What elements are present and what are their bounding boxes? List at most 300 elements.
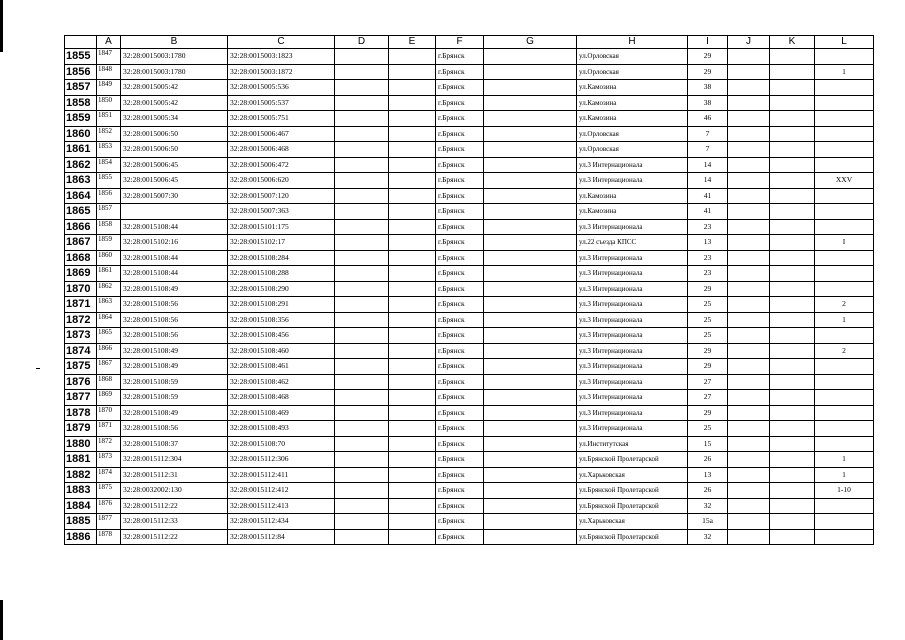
cell-b: 32:28:0015112:31: [121, 467, 228, 483]
table-row: [65, 80, 874, 96]
cell-a: 1850: [97, 95, 121, 111]
cell-d: [335, 188, 389, 204]
cell-g: [484, 343, 577, 359]
cell-k: [770, 173, 815, 189]
cell-e: [389, 95, 436, 111]
cell-h: ул.Харьковская: [577, 467, 688, 483]
cell-j: [728, 250, 770, 266]
cell-h: ул.3 Интернационала: [577, 328, 688, 344]
cell-e: [389, 157, 436, 173]
cell-i: 23: [688, 250, 728, 266]
cell-i: 38: [688, 80, 728, 96]
cell-h: ул.3 Интернационала: [577, 421, 688, 437]
cell-d: [335, 219, 389, 235]
column-header-j: J: [728, 36, 770, 49]
cell-c: 32:28:0015108:462: [228, 374, 335, 390]
cell-j: [728, 188, 770, 204]
row-number-cell: 1861: [65, 142, 97, 158]
cell-f: г.Брянск: [436, 204, 484, 220]
cell-j: [728, 498, 770, 514]
cell-k: [770, 49, 815, 65]
cell-k: [770, 328, 815, 344]
cell-j: [728, 452, 770, 468]
cell-j: [728, 219, 770, 235]
cell-b: 32:28:0015007:30: [121, 188, 228, 204]
row-number-cell: 1869: [65, 266, 97, 282]
cell-e: [389, 219, 436, 235]
cell-b: 32:28:0015112:22: [121, 529, 228, 545]
cell-l: [815, 390, 874, 406]
cell-j: [728, 374, 770, 390]
cell-b: 32:28:0015108:56: [121, 421, 228, 437]
cell-g: [484, 312, 577, 328]
cell-e: [389, 529, 436, 545]
cell-k: [770, 204, 815, 220]
cell-a: 1861: [97, 266, 121, 282]
cell-l: [815, 405, 874, 421]
cell-c: 32:28:0015007:120: [228, 188, 335, 204]
cell-a: 1862: [97, 281, 121, 297]
row-number-cell: 1874: [65, 343, 97, 359]
cell-a: 1849: [97, 80, 121, 96]
cell-a: 1869: [97, 390, 121, 406]
cell-d: [335, 80, 389, 96]
cell-h: ул.3 Интернационала: [577, 359, 688, 375]
cell-f: г.Брянск: [436, 281, 484, 297]
cell-b: 32:28:0015003:1780: [121, 64, 228, 80]
column-header-e: E: [389, 36, 436, 49]
cell-f: г.Брянск: [436, 343, 484, 359]
row-number-cell: 1864: [65, 188, 97, 204]
cell-d: [335, 281, 389, 297]
cell-j: [728, 328, 770, 344]
cell-h: ул.22 съезда КПСС: [577, 235, 688, 251]
cell-i: 29: [688, 405, 728, 421]
cell-l: [815, 204, 874, 220]
cell-c: 32:28:0015005:751: [228, 111, 335, 127]
cell-a: 1863: [97, 297, 121, 313]
row-number-cell: 1866: [65, 219, 97, 235]
cell-f: г.Брянск: [436, 297, 484, 313]
row-number-cell: 1871: [65, 297, 97, 313]
column-header-f: F: [436, 36, 484, 49]
cell-h: ул.Камозина: [577, 188, 688, 204]
row-number-cell: 1886: [65, 529, 97, 545]
cell-c: 32:28:0015006:620: [228, 173, 335, 189]
cell-i: 26: [688, 452, 728, 468]
cell-i: 25: [688, 421, 728, 437]
register-table-body: [65, 49, 874, 545]
cell-d: [335, 452, 389, 468]
cell-e: [389, 266, 436, 282]
cell-k: [770, 297, 815, 313]
cell-k: [770, 359, 815, 375]
cell-g: [484, 297, 577, 313]
cell-d: [335, 514, 389, 530]
cell-a: 1848: [97, 64, 121, 80]
cell-h: ул.3 Интернационала: [577, 281, 688, 297]
cell-i: 29: [688, 359, 728, 375]
cell-h: ул.3 Интернационала: [577, 250, 688, 266]
cell-l: [815, 188, 874, 204]
cell-h: ул.Брянской Пролетарской: [577, 498, 688, 514]
cell-a: 1853: [97, 142, 121, 158]
table-row: [65, 188, 874, 204]
row-number-cell: 1880: [65, 436, 97, 452]
cell-f: г.Брянск: [436, 467, 484, 483]
table-row: [65, 204, 874, 220]
cell-l: [815, 95, 874, 111]
cell-g: [484, 173, 577, 189]
cell-e: [389, 359, 436, 375]
cell-k: [770, 157, 815, 173]
table-row: [65, 514, 874, 530]
cell-l: [815, 281, 874, 297]
cell-l: [815, 359, 874, 375]
cell-k: [770, 421, 815, 437]
table-row: [65, 390, 874, 406]
cell-k: [770, 80, 815, 96]
row-number-cell: 1868: [65, 250, 97, 266]
cell-j: [728, 111, 770, 127]
cell-e: [389, 250, 436, 266]
cell-h: ул.Камозина: [577, 80, 688, 96]
cell-c: 32:28:0015003:1872: [228, 64, 335, 80]
cell-e: [389, 452, 436, 468]
row-number-cell: 1872: [65, 312, 97, 328]
cell-j: [728, 142, 770, 158]
column-header-a: A: [97, 36, 121, 49]
cell-c: 32:28:0015003:1823: [228, 49, 335, 65]
cell-e: [389, 281, 436, 297]
cell-l: [815, 111, 874, 127]
cell-d: [335, 95, 389, 111]
table-row: [65, 483, 874, 499]
cell-i: 41: [688, 204, 728, 220]
cell-h: ул.Брянской Пролетарской: [577, 529, 688, 545]
cell-c: 32:28:0015112:412: [228, 483, 335, 499]
cell-c: 32:28:0015108:290: [228, 281, 335, 297]
cell-i: 29: [688, 49, 728, 65]
cell-f: г.Брянск: [436, 111, 484, 127]
cell-k: [770, 529, 815, 545]
cell-c: 32:28:0015101:175: [228, 219, 335, 235]
cell-d: [335, 297, 389, 313]
table-row: [65, 219, 874, 235]
cell-j: [728, 235, 770, 251]
cell-f: г.Брянск: [436, 157, 484, 173]
cell-i: 7: [688, 142, 728, 158]
cell-g: [484, 80, 577, 96]
cell-e: [389, 436, 436, 452]
column-header-c: C: [228, 36, 335, 49]
cell-c: 32:28:0015108:460: [228, 343, 335, 359]
cell-l: [815, 328, 874, 344]
cell-k: [770, 266, 815, 282]
cell-l: [815, 80, 874, 96]
cell-j: [728, 204, 770, 220]
cell-a: 1873: [97, 452, 121, 468]
row-number-cell: 1882: [65, 467, 97, 483]
cell-d: [335, 266, 389, 282]
row-number-cell: 1857: [65, 80, 97, 96]
cell-g: [484, 126, 577, 142]
cell-d: [335, 235, 389, 251]
cell-h: ул.3 Интернационала: [577, 219, 688, 235]
table-row: [65, 49, 874, 65]
cell-l: [815, 421, 874, 437]
cell-k: [770, 188, 815, 204]
cell-k: [770, 436, 815, 452]
cell-g: [484, 111, 577, 127]
cell-k: [770, 452, 815, 468]
cell-c: 32:28:0015005:537: [228, 95, 335, 111]
cell-c: 32:28:0015006:472: [228, 157, 335, 173]
cell-c: 32:28:0015108:288: [228, 266, 335, 282]
cell-l: XXV: [815, 173, 874, 189]
cell-c: 32:28:0015108:456: [228, 328, 335, 344]
table-row: [65, 312, 874, 328]
cell-h: ул.Орловская: [577, 49, 688, 65]
cell-j: [728, 514, 770, 530]
cell-j: [728, 312, 770, 328]
cell-a: 1851: [97, 111, 121, 127]
table-row: [65, 343, 874, 359]
cell-k: [770, 235, 815, 251]
cell-e: [389, 80, 436, 96]
row-number-cell: 1881: [65, 452, 97, 468]
cell-j: [728, 529, 770, 545]
cell-g: [484, 188, 577, 204]
cell-f: г.Брянск: [436, 328, 484, 344]
cell-b: 32:28:0015108:49: [121, 281, 228, 297]
cell-j: [728, 281, 770, 297]
cell-l: [815, 49, 874, 65]
cell-a: 1856: [97, 188, 121, 204]
cell-j: [728, 126, 770, 142]
cell-c: 32:28:0015005:536: [228, 80, 335, 96]
cell-a: 1866: [97, 343, 121, 359]
cell-b: 32:28:0015108:44: [121, 250, 228, 266]
cell-l: [815, 266, 874, 282]
cell-d: [335, 111, 389, 127]
cell-i: 46: [688, 111, 728, 127]
cell-j: [728, 49, 770, 65]
cell-f: г.Брянск: [436, 359, 484, 375]
cell-k: [770, 390, 815, 406]
cell-g: [484, 374, 577, 390]
cell-b: 32:28:0015112:304: [121, 452, 228, 468]
table-row: [65, 111, 874, 127]
cell-g: [484, 95, 577, 111]
table-row: [65, 436, 874, 452]
cell-d: [335, 328, 389, 344]
cell-h: ул.Брянской Пролетарской: [577, 452, 688, 468]
cell-g: [484, 390, 577, 406]
cell-d: [335, 498, 389, 514]
cell-b: 32:28:0015005:34: [121, 111, 228, 127]
cell-c: 32:28:0015006:468: [228, 142, 335, 158]
cell-e: [389, 405, 436, 421]
cell-f: г.Брянск: [436, 266, 484, 282]
table-row: [65, 250, 874, 266]
cell-i: 13: [688, 235, 728, 251]
cell-e: [389, 297, 436, 313]
cell-h: ул.3 Интернационала: [577, 266, 688, 282]
cell-e: [389, 421, 436, 437]
row-number-cell: 1873: [65, 328, 97, 344]
cell-j: [728, 421, 770, 437]
cell-e: [389, 142, 436, 158]
scan-edge-mark-bottom: [0, 600, 3, 640]
cell-k: [770, 219, 815, 235]
cell-c: 32:28:0015108:70: [228, 436, 335, 452]
cell-h: ул.Камозина: [577, 111, 688, 127]
cell-e: [389, 467, 436, 483]
cell-j: [728, 343, 770, 359]
cell-f: г.Брянск: [436, 64, 484, 80]
cell-b: 32:28:0015006:50: [121, 142, 228, 158]
cell-c: 32:28:0015112:434: [228, 514, 335, 530]
column-header-i: I: [688, 36, 728, 49]
cell-l: [815, 142, 874, 158]
cell-e: [389, 343, 436, 359]
cell-e: [389, 126, 436, 142]
cell-l: 1: [815, 467, 874, 483]
cell-i: 27: [688, 374, 728, 390]
cell-i: 7: [688, 126, 728, 142]
cell-i: 23: [688, 266, 728, 282]
cell-c: 32:28:0015112:306: [228, 452, 335, 468]
cell-b: 32:28:0015108:49: [121, 343, 228, 359]
cell-i: 29: [688, 343, 728, 359]
cell-b: 32:28:0015006:45: [121, 173, 228, 189]
cell-h: ул.Орловская: [577, 126, 688, 142]
cell-f: г.Брянск: [436, 529, 484, 545]
cell-b: 32:28:0015108:44: [121, 266, 228, 282]
cell-g: [484, 64, 577, 80]
cell-j: [728, 436, 770, 452]
column-header-b: B: [121, 36, 228, 49]
row-number-cell: 1859: [65, 111, 97, 127]
cell-k: [770, 514, 815, 530]
cell-b: 32:28:0015108:59: [121, 390, 228, 406]
cell-a: 1875: [97, 483, 121, 499]
cell-b: 32:28:0015102:16: [121, 235, 228, 251]
row-number-cell: 1884: [65, 498, 97, 514]
cell-j: [728, 297, 770, 313]
table-row: [65, 235, 874, 251]
cell-k: [770, 126, 815, 142]
cell-a: 1860: [97, 250, 121, 266]
cell-l: 1-10: [815, 483, 874, 499]
cell-h: ул.3 Интернационала: [577, 390, 688, 406]
row-number-cell: 1858: [65, 95, 97, 111]
table-row: [65, 157, 874, 173]
row-number-cell: 1885: [65, 514, 97, 530]
cell-c: 32:28:0015006:467: [228, 126, 335, 142]
cell-f: г.Брянск: [436, 390, 484, 406]
row-number-cell: 1865: [65, 204, 97, 220]
row-number-cell: 1867: [65, 235, 97, 251]
cell-g: [484, 421, 577, 437]
scan-edge-mark-top: [0, 0, 3, 52]
cell-d: [335, 405, 389, 421]
cell-h: ул.3 Интернационала: [577, 173, 688, 189]
cell-a: 1854: [97, 157, 121, 173]
cell-k: [770, 111, 815, 127]
cell-e: [389, 514, 436, 530]
cell-i: 27: [688, 390, 728, 406]
column-header-l: L: [815, 36, 874, 49]
row-number-cell: 1878: [65, 405, 97, 421]
cell-l: [815, 250, 874, 266]
cell-g: [484, 266, 577, 282]
cell-a: 1867: [97, 359, 121, 375]
column-header-row: [65, 36, 874, 49]
cell-a: 1859: [97, 235, 121, 251]
cell-i: 25: [688, 312, 728, 328]
table-row: [65, 359, 874, 375]
cell-j: [728, 266, 770, 282]
cell-j: [728, 173, 770, 189]
column-header-corner: [65, 36, 97, 49]
cell-k: [770, 483, 815, 499]
cell-c: 32:28:0015108:356: [228, 312, 335, 328]
cell-b: 32:28:0015112:22: [121, 498, 228, 514]
cell-b: 32:28:0015108:37: [121, 436, 228, 452]
cell-h: ул.3 Интернационала: [577, 343, 688, 359]
cell-j: [728, 64, 770, 80]
cell-k: [770, 281, 815, 297]
cell-a: 1874: [97, 467, 121, 483]
cell-k: [770, 142, 815, 158]
table-row: [65, 281, 874, 297]
cell-b: 32:28:0015108:49: [121, 359, 228, 375]
cell-c: 32:28:0015108:284: [228, 250, 335, 266]
cell-a: 1876: [97, 498, 121, 514]
cell-b: 32:28:0015003:1780: [121, 49, 228, 65]
cell-h: ул.Брянской Пролетарской: [577, 483, 688, 499]
cell-i: 41: [688, 188, 728, 204]
row-number-cell: 1862: [65, 157, 97, 173]
cell-f: г.Брянск: [436, 219, 484, 235]
cell-a: 1877: [97, 514, 121, 530]
cell-h: ул.Камозина: [577, 95, 688, 111]
cell-e: [389, 111, 436, 127]
row-number-cell: 1877: [65, 390, 97, 406]
cell-b: [121, 204, 228, 220]
cell-i: 32: [688, 498, 728, 514]
cell-g: [484, 281, 577, 297]
cell-g: [484, 436, 577, 452]
cell-d: [335, 142, 389, 158]
cell-j: [728, 483, 770, 499]
table-row: [65, 452, 874, 468]
row-number-cell: 1879: [65, 421, 97, 437]
cell-e: [389, 483, 436, 499]
column-header-d: D: [335, 36, 389, 49]
cell-e: [389, 328, 436, 344]
cell-a: 1870: [97, 405, 121, 421]
cell-i: 15а: [688, 514, 728, 530]
cell-d: [335, 483, 389, 499]
row-number-cell: 1863: [65, 173, 97, 189]
cell-f: г.Брянск: [436, 374, 484, 390]
cell-c: 32:28:0015108:461: [228, 359, 335, 375]
cell-j: [728, 95, 770, 111]
cell-e: [389, 204, 436, 220]
